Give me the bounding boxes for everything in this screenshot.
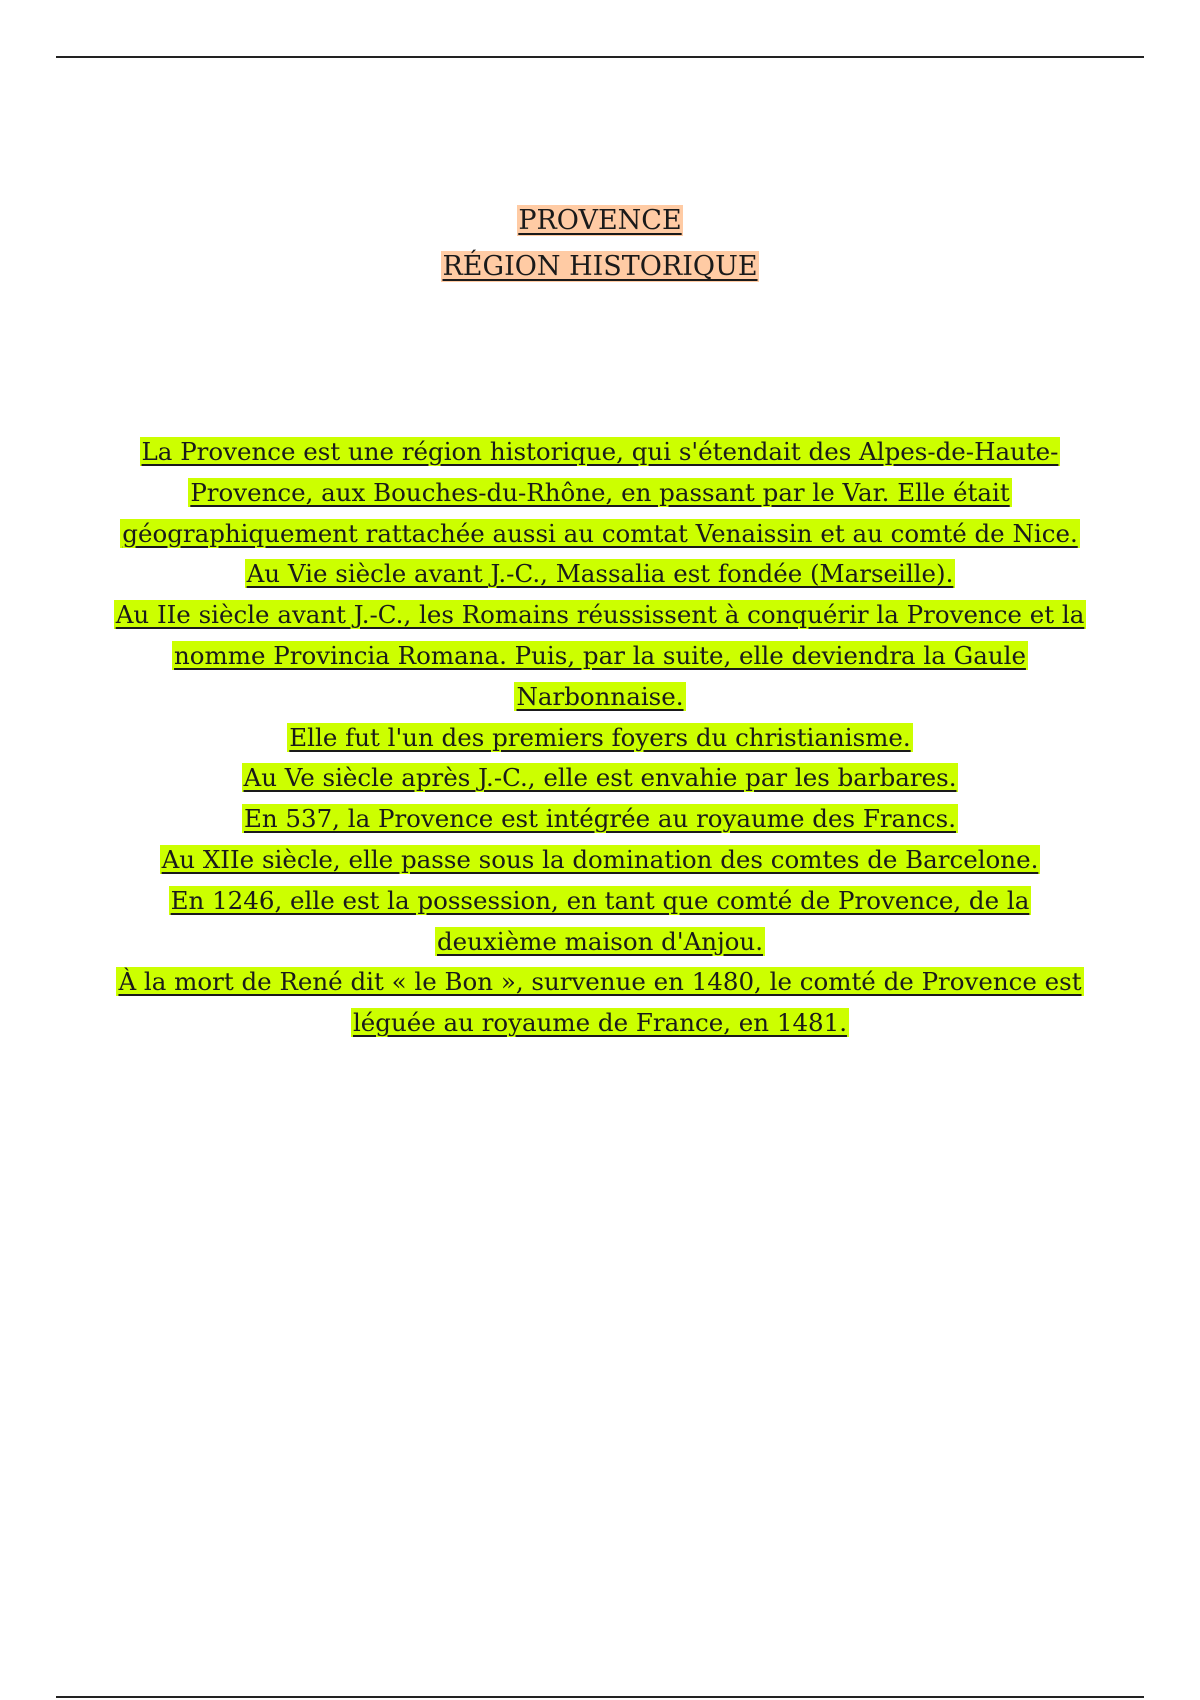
document-title: [0, 198, 1200, 290]
title-line-1: PROVENCE: [518, 205, 682, 236]
paragraph: En 1246, elle est la possession, en tant que comté de Provence, de la deuxième maison d'Anjou.: [170, 885, 1030, 956]
footer-rule: [56, 1696, 1144, 1698]
header-rule: [56, 56, 1144, 58]
title-line-2: RÉGION HISTORIQUE: [442, 251, 758, 282]
paragraph: La Provence est une région historique, qui s'étendait des Alpes-de-Haute-Provence, aux Bouches-du-Rhône, en passant par le Var. Elle était géographiquement rattachée aussi au comtat Venaissin et au comté de Nice.: [122, 437, 1078, 548]
paragraph: Elle fut l'un des premiers foyers du christianisme.: [289, 722, 911, 752]
paragraph: À la mort de René dit « le Bon », survenue en 1480, le comté de Provence est léguée au royaume de France, en 1481.: [118, 967, 1082, 1038]
paragraph: Au Ve siècle après J.-C., elle est envahie par les barbares.: [243, 763, 957, 793]
paragraph: Au IIe siècle avant J.-C., les Romains réussissent à conquérir la Provence et la nomme Provincia Romana. Puis, par la suite, elle deviendra la Gaule Narbonnaise.: [115, 600, 1085, 711]
paragraph: Au Vie siècle avant J.-C., Massalia est fondée (Marseille).: [246, 559, 954, 589]
document-body: [110, 432, 1090, 1044]
paragraph: Au XIIe siècle, elle passe sous la domination des comtes de Barcelone.: [161, 844, 1039, 874]
paragraph: En 537, la Provence est intégrée au royaume des Francs.: [243, 804, 957, 834]
